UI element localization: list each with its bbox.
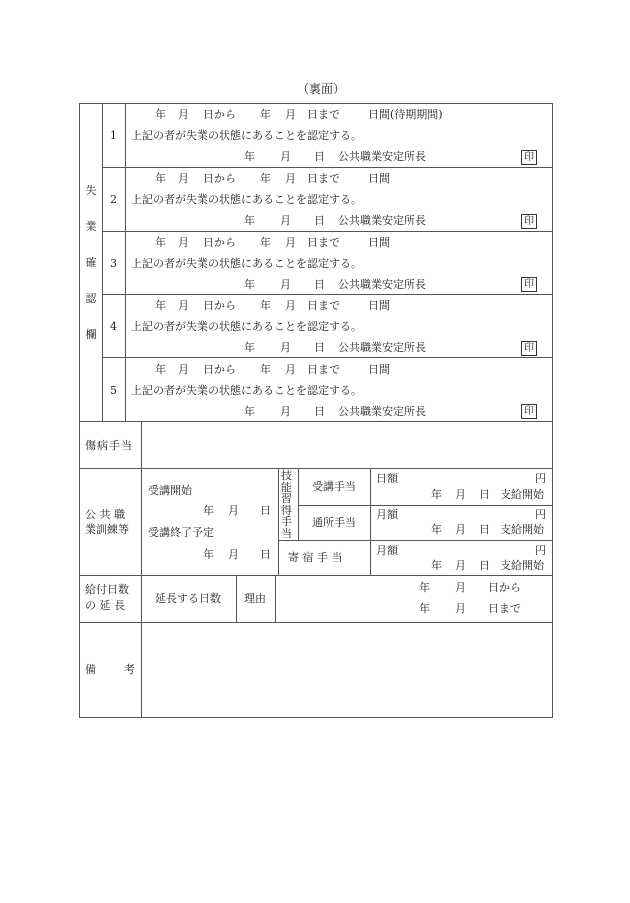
date-year: 年 xyxy=(244,278,255,291)
date-month: 月 xyxy=(280,341,291,354)
office-label: 公共職業安定所長 xyxy=(338,214,426,227)
section-label-char: 欄 xyxy=(85,328,97,341)
allowance-name: 寄 宿 手 当 xyxy=(288,551,343,564)
period-text: 日から xyxy=(203,108,236,121)
certify-text: 上記の者が失業の状態にあることを認定する。 xyxy=(131,320,362,333)
period-text: 月 xyxy=(285,299,296,312)
allowance-name: 通所手当 xyxy=(312,516,356,529)
date-day: 日 xyxy=(260,504,271,517)
date-year: 年 xyxy=(244,341,255,354)
office-label: 公共職業安定所長 xyxy=(338,278,426,291)
date-day: 日 xyxy=(479,523,490,536)
skill-allowance-label xyxy=(281,470,292,539)
training-label: 業訓練等 xyxy=(85,523,129,536)
allowance-suffix: 支給開始 xyxy=(500,488,544,501)
allowance-unit: 日額 xyxy=(376,472,398,485)
seal-mark: 印 xyxy=(521,341,537,356)
seal-mark: 印 xyxy=(521,277,537,292)
period-text: 年 xyxy=(260,172,271,185)
label-char: 得 xyxy=(281,503,292,517)
extension-label: 給付日数 xyxy=(85,583,129,596)
date-year: 年 xyxy=(244,150,255,163)
date-day: 日 xyxy=(479,559,490,572)
allowance-unit: 月額 xyxy=(376,508,398,521)
seal-mark: 印 xyxy=(521,404,537,419)
row-number: 2 xyxy=(110,193,117,206)
yen-unit: 円 xyxy=(535,508,546,521)
period-text: 日まで xyxy=(307,299,340,312)
period-text: 日から xyxy=(203,363,236,376)
allowance-name: 受講手当 xyxy=(312,480,356,493)
period-text: 年 xyxy=(260,108,271,121)
period-text: 年 xyxy=(155,172,166,185)
section-label-char: 確 xyxy=(85,256,97,269)
certify-text: 上記の者が失業の状態にあることを認定する。 xyxy=(131,129,362,142)
date-year: 年 xyxy=(244,405,255,418)
date-to: 日まで xyxy=(488,602,521,615)
page-heading: （裏面） xyxy=(297,82,346,96)
date-month: 月 xyxy=(280,278,291,291)
office-label: 公共職業安定所長 xyxy=(338,150,426,163)
date-year: 年 xyxy=(244,214,255,227)
seal-mark: 印 xyxy=(521,150,537,165)
extension-label: の 延 長 xyxy=(85,599,125,612)
period-text: 日間 xyxy=(368,299,390,312)
section-label-char: 業 xyxy=(85,220,97,233)
date-day: 日 xyxy=(479,488,490,501)
remarks-label-char: 考 xyxy=(124,663,135,676)
period-text: 日から xyxy=(203,236,236,249)
label-char: 習 xyxy=(281,492,292,505)
yen-unit: 円 xyxy=(535,472,546,485)
training-start-label: 受講開始 xyxy=(148,484,192,497)
label-char: 手 xyxy=(281,515,292,528)
date-year: 年 xyxy=(431,488,442,501)
period-text: 月 xyxy=(178,299,189,312)
row-number: 5 xyxy=(110,384,117,397)
date-day: 日 xyxy=(314,341,325,354)
period-text: 年 xyxy=(155,236,166,249)
date-year: 年 xyxy=(419,602,430,615)
date-year: 年 xyxy=(431,523,442,536)
period-text: 月 xyxy=(178,236,189,249)
date-day: 日 xyxy=(260,548,271,561)
label-char: 技 xyxy=(281,469,292,482)
period-text: 日から xyxy=(203,172,236,185)
period-text: 日間(待期期間) xyxy=(368,108,443,121)
row-number: 1 xyxy=(110,129,117,142)
date-month: 月 xyxy=(455,488,466,501)
row-number: 4 xyxy=(110,320,117,333)
office-label: 公共職業安定所長 xyxy=(338,405,426,418)
certify-text: 上記の者が失業の状態にあることを認定する。 xyxy=(131,193,362,206)
remarks-label-char: 備 xyxy=(85,663,96,676)
date-year: 年 xyxy=(203,548,214,561)
period-text: 年 xyxy=(155,299,166,312)
date-day: 日 xyxy=(314,214,325,227)
date-month: 月 xyxy=(228,504,239,517)
extension-reason-label: 理由 xyxy=(244,592,266,605)
period-text: 年 xyxy=(260,299,271,312)
period-text: 月 xyxy=(178,108,189,121)
date-month: 月 xyxy=(455,602,466,615)
yen-unit: 円 xyxy=(535,544,546,557)
training-end-label: 受講終了予定 xyxy=(148,526,214,539)
extension-days-label: 延長する日数 xyxy=(155,592,221,605)
period-text: 年 xyxy=(260,363,271,376)
injury-allowance-label: 傷病手当 xyxy=(85,439,133,452)
certify-text: 上記の者が失業の状態にあることを認定する。 xyxy=(131,384,362,397)
training-label: 公 共 職 xyxy=(85,508,125,521)
period-text: 日まで xyxy=(307,363,340,376)
date-month: 月 xyxy=(280,405,291,418)
date-year: 年 xyxy=(419,581,430,594)
label-char: 当 xyxy=(281,526,292,540)
period-text: 月 xyxy=(178,172,189,185)
section-label-char: 認 xyxy=(85,292,97,305)
period-text: 年 xyxy=(155,108,166,121)
date-month: 月 xyxy=(455,581,466,594)
period-text: 日から xyxy=(203,299,236,312)
date-month: 月 xyxy=(455,523,466,536)
period-text: 月 xyxy=(285,236,296,249)
date-from: 日から xyxy=(488,581,521,594)
row-number: 3 xyxy=(110,257,117,270)
period-text: 日間 xyxy=(368,363,390,376)
office-label: 公共職業安定所長 xyxy=(338,341,426,354)
period-text: 月 xyxy=(178,363,189,376)
date-month: 月 xyxy=(455,559,466,572)
period-text: 日まで xyxy=(307,108,340,121)
period-text: 年 xyxy=(155,363,166,376)
period-text: 月 xyxy=(285,108,296,121)
date-year: 年 xyxy=(431,559,442,572)
period-text: 月 xyxy=(285,363,296,376)
period-text: 日まで xyxy=(307,236,340,249)
allowance-suffix: 支給開始 xyxy=(500,523,544,536)
period-text: 月 xyxy=(285,172,296,185)
date-day: 日 xyxy=(314,150,325,163)
date-month: 月 xyxy=(228,548,239,561)
date-month: 月 xyxy=(280,150,291,163)
date-day: 日 xyxy=(314,405,325,418)
seal-mark: 印 xyxy=(521,214,537,229)
period-text: 日間 xyxy=(368,236,390,249)
date-month: 月 xyxy=(280,214,291,227)
period-text: 日間 xyxy=(368,172,390,185)
date-day: 日 xyxy=(314,278,325,291)
period-text: 年 xyxy=(260,236,271,249)
allowance-unit: 月額 xyxy=(376,544,398,557)
section-label-char: 失 xyxy=(85,184,97,197)
certify-text: 上記の者が失業の状態にあることを認定する。 xyxy=(131,257,362,270)
date-year: 年 xyxy=(203,504,214,517)
label-char: 能 xyxy=(281,480,292,494)
allowance-suffix: 支給開始 xyxy=(500,559,544,572)
period-text: 日まで xyxy=(307,172,340,185)
